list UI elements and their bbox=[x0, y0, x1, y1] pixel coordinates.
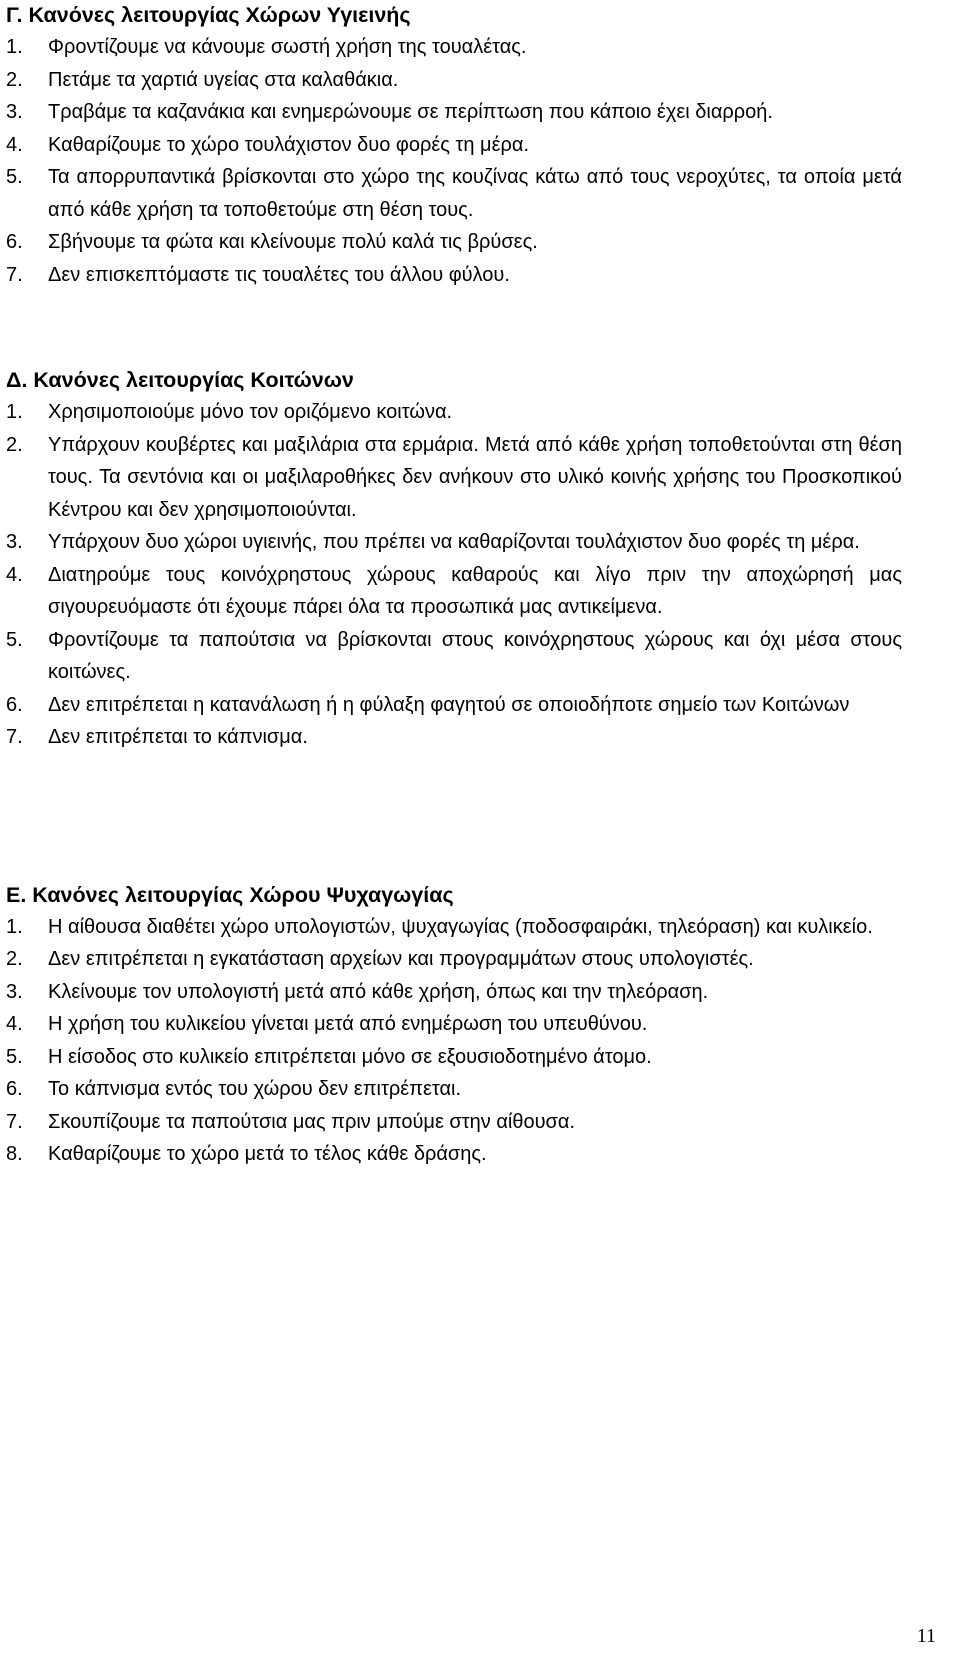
document-page bbox=[6, 0, 902, 1171]
item-text: Φροντίζουμε τα παπούτσια να βρίσκονται στους κοινόχρηστους χώρους και όχι μέσα στους κοιτώνες. bbox=[48, 628, 902, 683]
item-number: 6. bbox=[6, 693, 23, 716]
list-item bbox=[6, 911, 902, 944]
list-item bbox=[6, 64, 902, 97]
item-text: Καθαρίζουμε το χώρο μετά το τέλος κάθε δράσης. bbox=[48, 1143, 487, 1165]
list-item bbox=[6, 31, 902, 64]
item-number: 5. bbox=[6, 1045, 23, 1068]
section-title: Δ. Κανόνες λειτουργίας Κοιτώνων bbox=[6, 368, 354, 392]
list-item bbox=[6, 689, 902, 722]
item-text: Δεν επιτρέπεται η εγκατάσταση αρχείων και προγραμμάτων στους υπολογιστές. bbox=[48, 948, 754, 970]
item-text: Σβήνουμε τα φώτα και κλείνουμε πολύ καλά τις βρύσες. bbox=[48, 231, 538, 253]
list-item bbox=[6, 429, 902, 527]
item-text: Σκουπίζουμε τα παπούτσια μας πριν μπούμε στην αίθουσα. bbox=[48, 1110, 576, 1133]
item-text: Υπάρχουν κουβέρτες και μαξιλάρια στα ερμάρια. Μετά από κάθε χρήση τοποθετούνται στη θέση τους. Τα σεντόνια και οι μαξιλαροθήκες δεν ανήκουν στο υλικό κοινής χρήσης του Προσκοπικού Κέντρου και δεν χρησιμοποιούνται. bbox=[48, 433, 902, 521]
item-number: 5. bbox=[6, 628, 23, 651]
item-number: 7. bbox=[6, 726, 23, 748]
item-number: 1. bbox=[6, 401, 23, 423]
item-text: Δεν επιτρέπεται το κάπνισμα. bbox=[48, 726, 308, 748]
item-number: 7. bbox=[6, 263, 23, 286]
section-dormitory-rules bbox=[6, 365, 902, 754]
item-number: 3. bbox=[6, 531, 23, 553]
list-item bbox=[6, 976, 902, 1009]
item-number: 2. bbox=[6, 68, 23, 91]
item-text: Υπάρχουν δυο χώροι υγιεινής, που πρέπει να καθαρίζονται τουλάχιστον δυο φορές τη μέρα. bbox=[48, 531, 860, 553]
item-text: Διατηρούμε τους κοινόχρηστους χώρους καθαρούς και λίγο πριν την αποχώρησή μας σιγουρευόμαστε ότι έχουμε πάρει όλα τα προσωπικά μας αντικείμενα. bbox=[48, 563, 902, 618]
list-item bbox=[6, 1041, 902, 1074]
item-number: 4. bbox=[6, 1013, 23, 1035]
item-text: Τα απορρυπαντικά βρίσκονται στο χώρο της κουζίνας κάτω από τους νεροχύτες, τα οποία μετά από κάθε χρήση τα τοποθετούμε στη θέση τους. bbox=[48, 166, 902, 221]
item-number: 3. bbox=[6, 980, 23, 1003]
list-item bbox=[6, 1106, 902, 1139]
section-spacer bbox=[6, 291, 902, 365]
item-number: 4. bbox=[6, 563, 23, 586]
item-text: Τραβάμε τα καζανάκια και ενημερώνουμε σε περίπτωση που κάποιο έχει διαρροή. bbox=[48, 101, 773, 123]
item-text: Δεν επιτρέπεται η κατανάλωση ή η φύλαξη φαγητού σε οποιοδήποτε σημείο των Κοιτώνων bbox=[48, 693, 850, 716]
item-text: Καθαρίζουμε το χώρο τουλάχιστον δυο φορές τη μέρα. bbox=[48, 133, 529, 156]
list-item bbox=[6, 559, 902, 624]
item-text: Κλείνουμε τον υπολογιστή μετά από κάθε χρήση, όπως και την τηλεόραση. bbox=[48, 980, 709, 1003]
section-title: Ε. Κανόνες λειτουργίας Χώρου Ψυχαγωγίας bbox=[6, 882, 454, 907]
item-number: 6. bbox=[6, 1078, 23, 1100]
list-item bbox=[6, 396, 902, 429]
item-number: 5. bbox=[6, 166, 23, 188]
item-text: Η χρήση του κυλικείου γίνεται μετά από ενημέρωση του υπευθύνου. bbox=[48, 1013, 648, 1035]
section-hygiene-rules bbox=[6, 0, 902, 291]
list-item bbox=[6, 943, 902, 976]
section-title: Γ. Κανόνες λειτουργίας Χώρων Υγιεινής bbox=[6, 3, 411, 27]
item-number: 2. bbox=[6, 433, 23, 456]
list-item bbox=[6, 96, 902, 129]
list-item bbox=[6, 721, 902, 754]
item-text: Το κάπνισμα εντός του χώρου δεν επιτρέπεται. bbox=[48, 1078, 462, 1100]
list-item bbox=[6, 526, 902, 559]
item-number: 3. bbox=[6, 101, 23, 123]
list-item bbox=[6, 129, 902, 162]
list-item bbox=[6, 161, 902, 226]
item-number: 7. bbox=[6, 1110, 23, 1133]
list-item bbox=[6, 624, 902, 689]
list-item bbox=[6, 1008, 902, 1041]
item-text: Φροντίζουμε να κάνουμε σωστή χρήση της τουαλέτας. bbox=[48, 36, 527, 58]
list-item bbox=[6, 226, 902, 259]
item-text: Η αίθουσα διαθέτει χώρο υπολογιστών, ψυχαγωγίας (ποδοσφαιράκι, τηλεόραση) και κυλικείο. bbox=[48, 915, 873, 938]
list-item bbox=[6, 259, 902, 292]
section-spacer bbox=[6, 754, 902, 880]
item-number: 6. bbox=[6, 231, 23, 253]
item-number: 1. bbox=[6, 36, 23, 58]
page-number: 11 bbox=[916, 1625, 936, 1647]
list-item bbox=[6, 1073, 902, 1106]
item-text: Χρησιμοποιούμε μόνο τον οριζόμενο κοιτώνα. bbox=[48, 401, 453, 423]
item-text: Πετάμε τα χαρτιά υγείας στα καλαθάκια. bbox=[48, 68, 399, 91]
item-text: Δεν επισκεπτόμαστε τις τουαλέτες του άλλου φύλου. bbox=[48, 263, 510, 286]
item-number: 8. bbox=[6, 1143, 23, 1165]
item-number: 2. bbox=[6, 948, 23, 970]
list-item bbox=[6, 1138, 902, 1171]
section-recreation-rules bbox=[6, 880, 902, 1171]
item-number: 1. bbox=[6, 915, 23, 938]
item-text: Η είσοδος στο κυλικείο επιτρέπεται μόνο σε εξουσιοδοτημένο άτομο. bbox=[48, 1045, 652, 1068]
item-number: 4. bbox=[6, 133, 23, 156]
